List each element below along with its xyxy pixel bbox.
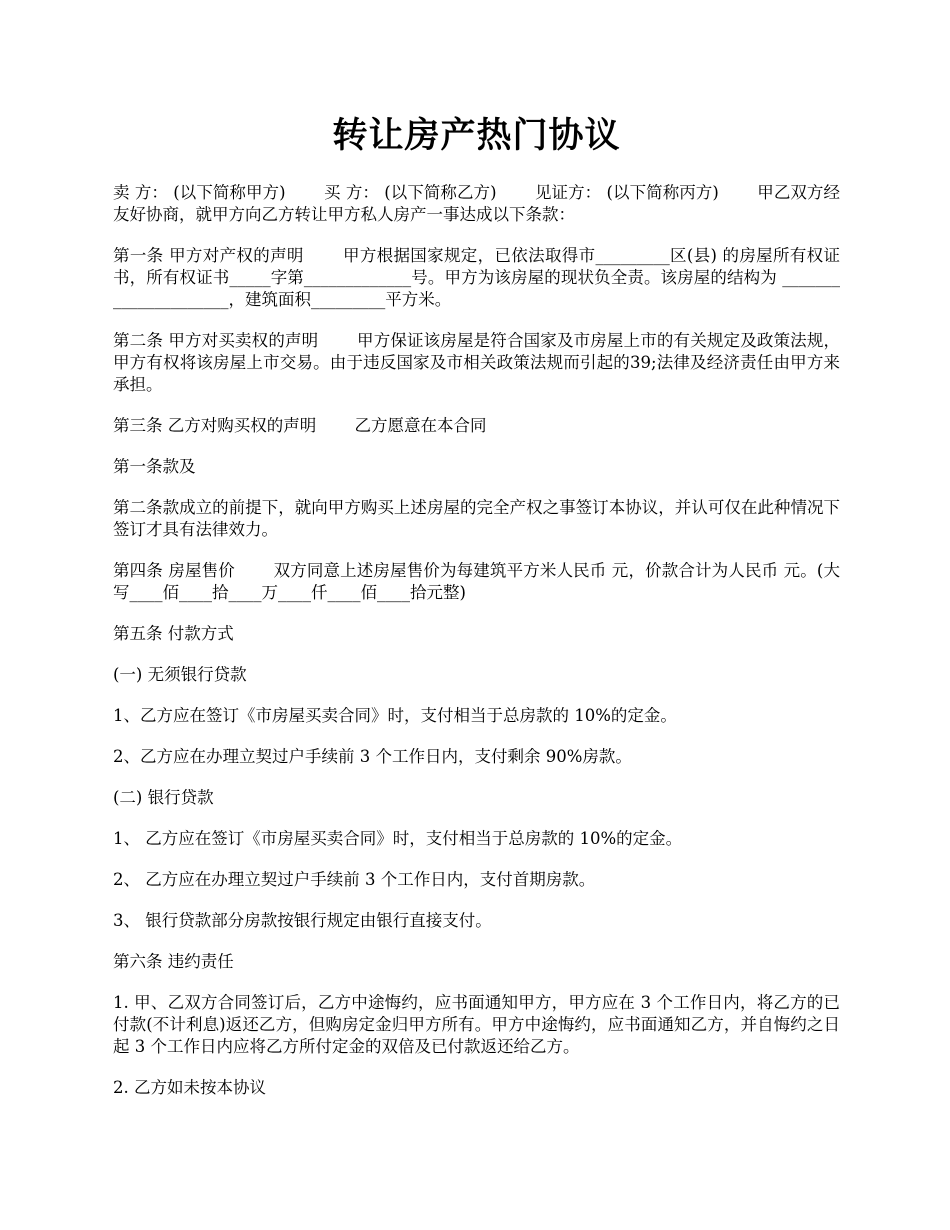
paragraph-parties: 卖 方： (以下简称甲方) 买 方： (以下简称乙方) 见证方： (以下简称丙方) 甲乙双方经友好协商，就甲方向乙方转让甲方私人房产一事达成以下条款： bbox=[113, 183, 840, 224]
document-title: 转让房产热门协议 bbox=[332, 115, 621, 156]
document-page bbox=[113, 110, 840, 1118]
paragraph-no-loan-heading: (一) 无须银行贷款 bbox=[113, 665, 247, 684]
paragraph-breach-item-1: 1. 甲、乙双方合同签订后，乙方中途悔约，应书面通知甲方，甲方应在 3 个工作日内，将乙方的已付款(不计利息)返还乙方，但购房定金归甲方所有。甲方中途悔约，应书面通知乙方，并自悔约之日起 3 个工作日内应将乙方所付定金的双倍及已付款返还给乙方。 bbox=[113, 993, 840, 1056]
paragraph-article-3: 第三条 乙方对购买权的声明 乙方愿意在本合同 bbox=[113, 416, 487, 435]
paragraph-loan-item-2: 2、 乙方应在办理立契过户手续前 3 个工作日内，支付首期房款。 bbox=[113, 870, 596, 889]
paragraph-article-1: 第一条 甲方对产权的声明 甲方根据国家规定，已依法取得市_________区(县) 的房屋所有权证书，所有权证书_____字第_____________号。甲方为该房屋的现状负全责。该房屋的结构为 _____________________，建筑面积_________平方米。 bbox=[113, 246, 840, 309]
paragraph-loan-item-3: 3、 银行贷款部分房款按银行规定由银行直接支付。 bbox=[113, 911, 492, 930]
paragraph-article-4: 第四条 房屋售价 双方同意上述房屋售价为每建筑平方米人民币 元，价款合计为人民币 元。(大写____佰____拾____万____仟____佰____拾元整) bbox=[113, 561, 840, 602]
paragraph-clause-1: 第一条款及 bbox=[113, 457, 196, 476]
paragraph-loan-item-1: 1、 乙方应在签订《市房屋买卖合同》时，支付相当于总房款的 10%的定金。 bbox=[113, 829, 683, 848]
paragraph-article-6: 第六条 违约责任 bbox=[113, 952, 234, 971]
paragraph-breach-item-2: 2. 乙方如未按本协议 bbox=[113, 1078, 266, 1097]
paragraph-no-loan-item-2: 2、乙方应在办理立契过户手续前 3 个工作日内，支付剩余 90%房款。 bbox=[113, 747, 632, 766]
paragraph-clause-2: 第二条款成立的前提下，就向甲方购买上述房屋的完全产权之事签订本协议，并认可仅在此种情况下签订才具有法律效力。 bbox=[113, 498, 840, 539]
paragraph-article-2: 第二条 甲方对买卖权的声明 甲方保证该房屋是符合国家及市房屋上市的有关规定及政策法规，甲方有权将该房屋上市交易。由于违反国家及市相关政策法规而引起的39;法律及经济责任由甲方来承担。 bbox=[113, 331, 840, 394]
paragraph-loan-heading: (二) 银行贷款 bbox=[113, 788, 214, 807]
paragraph-article-5: 第五条 付款方式 bbox=[113, 624, 234, 643]
paragraph-no-loan-item-1: 1、乙方应在签订《市房屋买卖合同》时，支付相当于总房款的 10%的定金。 bbox=[113, 706, 677, 725]
